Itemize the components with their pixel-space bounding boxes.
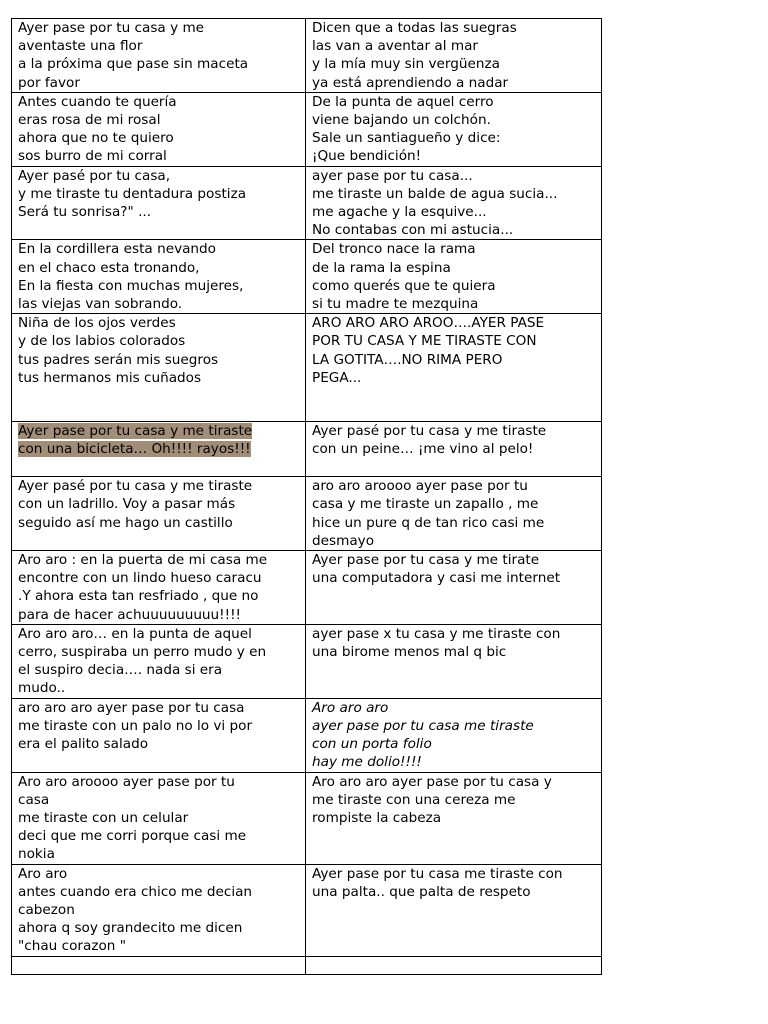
table-row <box>12 956 602 974</box>
verse-cell: En la cordillera esta nevando en el chaco esta tronando, En la fiesta con muchas mujeres, las viejas van sobrando. <box>12 240 306 314</box>
table-row <box>12 19 602 93</box>
table-row <box>12 422 602 477</box>
verse-cell: Aro aro aro… en la punta de aquel cerro, suspiraba un perro mudo y en el suspiro decia…. nada si era mudo.. <box>12 624 306 698</box>
verse-cell: Aro aro : en la puerta de mi casa me encontre con un lindo hueso caracu .Y ahora esta tan resfriado , que no para de hacer achuuuuuuuuu!!!! <box>12 551 306 625</box>
table-row <box>12 698 602 772</box>
table-row <box>12 551 602 625</box>
verse-cell: Aro aro aroooo ayer pase por tu casa me tiraste con un celular deci que me corri porque casi me nokia <box>12 772 306 864</box>
verse-cell: Aro aro antes cuando era chico me decian cabezon ahora q soy grandecito me dicen "chau corazon " <box>12 864 306 956</box>
verse-cell: Ayer pasé por tu casa, y me tiraste tu dentadura postiza Será tu sonrisa?" ... <box>12 166 306 240</box>
table-row <box>12 624 602 698</box>
verse-cell: Ayer pasé por tu casa y me tiraste con un peine… ¡me vino al pelo! <box>306 422 602 477</box>
table-row <box>12 240 602 314</box>
verse-cell <box>306 956 602 974</box>
verse-cell: De la punta de aquel cerro viene bajando un colchón. Sale un santiagueño y dice: ¡Que bendición! <box>306 92 602 166</box>
verse-cell: Antes cuando te quería eras rosa de mi rosal ahora que no te quiero sos burro de mi corral <box>12 92 306 166</box>
verse-cell: ARO ARO ARO AROO….AYER PASE POR TU CASA Y ME TIRASTE CON LA GOTITA….NO RIMA PERO PEGA... <box>306 314 602 422</box>
verse-cell <box>12 422 306 477</box>
verse-cell: Aro aro aro ayer pase por tu casa y me tiraste con una cereza me rompiste la cabeza <box>306 772 602 864</box>
verse-cell: Ayer pase por tu casa y me aventaste una flor a la próxima que pase sin maceta por favor <box>12 19 306 93</box>
verse-cell: aro aro aroooo ayer pase por tu casa y me tiraste un zapallo , me hice un pure q de tan rico casi me desmayo <box>306 477 602 551</box>
verse-cell: aro aro aro ayer pase por tu casa me tiraste con un palo no lo vi por era el palito salado <box>12 698 306 772</box>
table-row <box>12 314 602 422</box>
verse-cell: ayer pase x tu casa y me tiraste con una birome menos mal q bic <box>306 624 602 698</box>
highlighted-verse: Ayer pase por tu casa y me tiraste con una bicicleta… Oh!!!! rayos!!! <box>18 423 253 458</box>
table-row <box>12 166 602 240</box>
verse-cell: Ayer pase por tu casa me tiraste con una palta.. que palta de respeto <box>306 864 602 956</box>
table-row <box>12 92 602 166</box>
verse-cell: Niña de los ojos verdes y de los labios colorados tus padres serán mis suegros tus hermanos mis cuñados <box>12 314 306 422</box>
verse-cell: Ayer pase por tu casa y me tirate una computadora y casi me internet <box>306 551 602 625</box>
verses-table <box>11 18 602 975</box>
verse-cell: Ayer pasé por tu casa y me tiraste con un ladrillo. Voy a pasar más seguido así me hago un castillo <box>12 477 306 551</box>
verse-cell: ayer pase por tu casa... me tiraste un balde de agua sucia... me agache y la esquive... No contabas con mi astucia... <box>306 166 602 240</box>
verse-cell: Aro aro aro ayer pase por tu casa me tiraste con un porta folio hay me dolio!!!! <box>306 698 602 772</box>
verse-cell <box>12 956 306 974</box>
verse-cell: Del tronco nace la rama de la rama la espina como querés que te quiera si tu madre te mezquina <box>306 240 602 314</box>
table-row <box>12 772 602 864</box>
verse-cell: Dicen que a todas las suegras las van a aventar al mar y la mía muy sin vergüenza ya está aprendiendo a nadar <box>306 19 602 93</box>
table-row <box>12 477 602 551</box>
table-row <box>12 864 602 956</box>
